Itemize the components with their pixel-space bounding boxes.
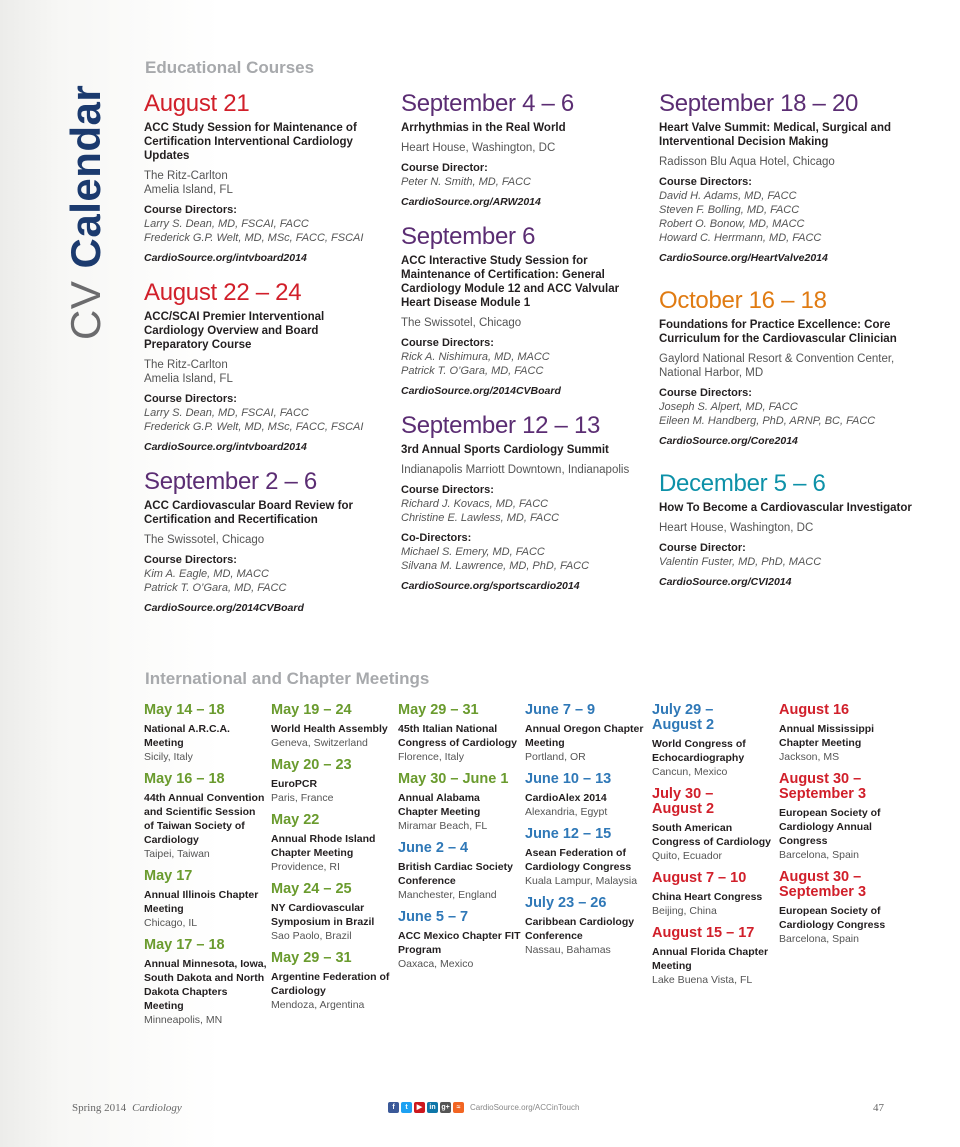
meeting-name: 44th Annual Convention and Scientific Session of Taiwan Society of Cardiology	[144, 792, 265, 846]
course-title: ACC Interactive Study Session for Maintenance of Certification: General Cardiology Module 12 and ACC Valvular Heart Disease Module 1	[401, 255, 620, 309]
course-url[interactable]: CardioSource.org/2014CVBoard	[401, 385, 561, 397]
meeting-entry	[271, 882, 395, 943]
course-entry	[659, 287, 919, 448]
meeting-date: August 15 – 17	[652, 925, 755, 941]
meeting-date: May 14 – 18	[144, 702, 225, 718]
page-number: 47	[873, 1102, 884, 1114]
meeting-date: August 7 – 10	[652, 870, 747, 886]
footer-social	[388, 1102, 579, 1113]
meeting-entry	[525, 703, 649, 764]
course-url[interactable]: CardioSource.org/HeartValve2014	[659, 252, 828, 264]
meeting-name: Caribbean Cardiology Conference	[525, 916, 635, 942]
meeting-date: July 23 – 26	[525, 895, 607, 911]
course-directors: Course Directors: Kim A. Eagle, MD, MACC Patrick T. O’Gara, MD, FACC	[144, 554, 287, 594]
meeting-date: July 29 – August 2	[652, 702, 715, 733]
meeting-date: August 16	[779, 702, 850, 718]
course-entry	[659, 470, 919, 589]
course-title: Heart Valve Summit: Medical, Surgical and Interventional Decision Making	[659, 122, 891, 148]
footer-issue	[72, 1102, 182, 1114]
course-date: August 21	[144, 90, 250, 117]
course-co-directors: Co-Directors: Michael S. Emery, MD, FACC Silvana M. Lawrence, MD, PhD, FACC	[401, 532, 590, 572]
course-url[interactable]: CardioSource.org/intvboard2014	[144, 252, 307, 264]
meeting-location: Lake Buena Vista, FL	[652, 974, 753, 986]
course-date: September 6	[401, 223, 536, 250]
meeting-location: Portland, OR	[525, 751, 586, 763]
course-directors: Course Directors: Rick A. Nishimura, MD, MACC Patrick T. O’Gara, MD, FACC	[401, 337, 550, 377]
meeting-entry	[652, 787, 776, 863]
meeting-entry	[652, 703, 776, 779]
meeting-location: Minneapolis, MN	[144, 1014, 223, 1026]
meeting-entry	[398, 910, 522, 971]
course-location: Heart House, Washington, DC	[659, 522, 814, 534]
meeting-date: June 7 – 9	[525, 702, 596, 718]
meeting-name: South American Congress of Cardiology	[652, 822, 772, 848]
course-date: August 22 – 24	[144, 279, 302, 306]
title-calendar: Calendar	[62, 84, 109, 269]
course-title: ACC Study Session for Maintenance of Certification Interventional Cardiology Updates	[144, 122, 357, 162]
course-date: September 18 – 20	[659, 90, 859, 117]
meeting-name: World Congress of Echocardiography	[652, 738, 746, 764]
meeting-name: Annual Minnesota, Iowa, South Dakota and North Dakota Chapters Meeting	[144, 958, 267, 1012]
meeting-entry	[271, 758, 395, 805]
meeting-location: Providence, RI	[271, 861, 340, 873]
meeting-location: Paris, France	[271, 792, 334, 804]
meeting-location: Miramar Beach, FL	[398, 820, 488, 832]
meeting-entry	[144, 772, 268, 861]
meeting-location: Geneva, Switzerland	[271, 737, 368, 749]
meeting-location: Beijing, China	[652, 905, 717, 917]
meeting-date: May 22	[271, 812, 320, 828]
course-url[interactable]: CardioSource.org/sportscardio2014	[401, 580, 580, 592]
linkedin-icon[interactable]: in	[427, 1102, 438, 1113]
meeting-entry	[652, 926, 776, 987]
meeting-entry	[525, 827, 649, 888]
rss-icon[interactable]: ≈	[453, 1102, 464, 1113]
meeting-entry	[525, 896, 649, 957]
meeting-date: May 17	[144, 868, 193, 884]
meeting-name: National A.R.C.A. Meeting	[144, 723, 230, 749]
meeting-location: Florence, Italy	[398, 751, 464, 763]
meeting-entry	[525, 772, 649, 819]
course-date: September 4 – 6	[401, 90, 574, 117]
meeting-date: August 30 – September 3	[779, 869, 867, 900]
meeting-entry	[271, 951, 395, 1012]
meeting-name: EuroPCR	[271, 778, 318, 790]
meetings-column-5	[652, 703, 776, 995]
course-title: ACC Cardiovascular Board Review for Certification and Recertification	[144, 500, 353, 526]
course-url[interactable]: CardioSource.org/ARW2014	[401, 196, 541, 208]
meeting-date: July 30 – August 2	[652, 786, 715, 817]
edu-column-1	[144, 90, 384, 629]
course-location: The Swissotel, Chicago	[144, 534, 265, 546]
meeting-location: Cancun, Mexico	[652, 766, 728, 778]
course-location: Radisson Blu Aqua Hotel, Chicago	[659, 156, 835, 168]
course-url[interactable]: CardioSource.org/CVI2014	[659, 576, 792, 588]
meeting-date: May 20 – 23	[271, 757, 352, 773]
meeting-date: June 2 – 4	[398, 840, 469, 856]
youtube-icon[interactable]: ▶	[414, 1102, 425, 1113]
course-entry	[144, 279, 384, 454]
meeting-location: Oaxaca, Mexico	[398, 958, 474, 970]
meeting-location: Quito, Ecuador	[652, 850, 723, 862]
meeting-name: World Health Assembly	[271, 723, 388, 735]
course-location: The Ritz-Carlton Amelia Island, FL	[144, 359, 233, 385]
meeting-date: May 30 – June 1	[398, 771, 509, 787]
meeting-location: Manchester, England	[398, 889, 497, 901]
course-date: September 12 – 13	[401, 412, 601, 439]
meeting-entry	[398, 841, 522, 902]
meeting-name: China Heart Congress	[652, 891, 763, 903]
meeting-date: June 12 – 15	[525, 826, 612, 842]
course-title: Foundations for Practice Excellence: Core Curriculum for the Cardiovascular Clinician	[659, 319, 897, 345]
meeting-entry	[398, 703, 522, 764]
course-directors: Course Directors: Joseph S. Alpert, MD, FACC Eileen M. Handberg, PhD, ARNP, BC, FACC	[659, 387, 876, 427]
meeting-name: Annual Florida Chapter Meeting	[652, 946, 769, 972]
meeting-name: European Society of Cardiology Annual Congress	[779, 807, 881, 847]
meeting-location: Nassau, Bahamas	[525, 944, 611, 956]
course-entry	[659, 90, 919, 265]
meeting-entry	[271, 703, 395, 750]
edu-column-2	[401, 90, 646, 607]
facebook-icon[interactable]: f	[388, 1102, 399, 1113]
meeting-date: June 5 – 7	[398, 909, 469, 925]
course-directors: Course Directors: David H. Adams, MD, FACC Steven F. Bolling, MD, FACC Robert O. Bonow, MD, MACC Howard C. Herrmann, MD, FACC	[659, 176, 822, 244]
meetings-column-4	[525, 703, 649, 965]
meeting-name: CardioAlex 2014	[525, 792, 607, 804]
course-directors: Course Directors: Richard J. Kovacs, MD, FACC Christine E. Lawless, MD, FACC	[401, 484, 560, 524]
meeting-entry	[779, 772, 909, 862]
meeting-location: Barcelona, Spain	[779, 933, 859, 945]
meeting-location: Chicago, IL	[144, 917, 198, 929]
meeting-date: August 30 – September 3	[779, 771, 867, 802]
course-entry	[144, 90, 384, 265]
course-directors: Course Directors: Larry S. Dean, MD, FSCAI, FACC Frederick G.P. Welt, MD, MSc, FACC, FSCAI	[144, 204, 364, 244]
course-url[interactable]: CardioSource.org/2014CVBoard	[144, 602, 304, 614]
meeting-name: European Society of Cardiology Congress	[779, 905, 886, 931]
meetings-column-6	[779, 703, 909, 954]
meeting-entry	[144, 703, 268, 764]
course-location: The Swissotel, Chicago	[401, 317, 522, 329]
international-heading: International and Chapter Meetings	[145, 669, 430, 688]
course-date: September 2 – 6	[144, 468, 317, 495]
meeting-name: British Cardiac Society Conference	[398, 861, 513, 887]
meeting-entry	[779, 870, 909, 946]
course-title: 3rd Annual Sports Cardiology Summit	[401, 444, 609, 456]
meeting-entry	[779, 703, 909, 764]
meeting-location: Jackson, MS	[779, 751, 840, 763]
meeting-name: NY Cardiovascular Symposium in Brazil	[271, 902, 375, 928]
meetings-column-2	[271, 703, 395, 1020]
meeting-name: 45th Italian National Congress of Cardiology	[398, 723, 518, 749]
course-entry	[401, 412, 646, 593]
meeting-location: Kuala Lampur, Malaysia	[525, 875, 638, 887]
course-entry	[401, 223, 646, 398]
meetings-column-3	[398, 703, 522, 979]
meeting-entry	[271, 813, 395, 874]
meeting-entry	[144, 869, 268, 930]
course-directors: Course Directors: Larry S. Dean, MD, FSCAI, FACC Frederick G.P. Welt, MD, MSc, FACC, FSCAI	[144, 393, 364, 433]
meeting-name: Annual Alabama Chapter Meeting	[398, 792, 481, 818]
meeting-location: Alexandria, Egypt	[525, 806, 608, 818]
course-location: Heart House, Washington, DC	[401, 142, 556, 154]
google-plus-icon[interactable]: g+	[441, 1104, 450, 1111]
meeting-name: Annual Illinois Chapter Meeting	[144, 889, 259, 915]
meeting-date: May 24 – 25	[271, 881, 352, 897]
meeting-date: May 29 – 31	[271, 950, 352, 966]
vertical-title	[56, 70, 116, 340]
course-title: ACC/SCAI Premier Interventional Cardiology Overview and Board Preparatory Course	[144, 311, 325, 351]
footer-magazine: Cardiology	[132, 1102, 182, 1114]
meeting-location: Barcelona, Spain	[779, 849, 859, 861]
course-date: October 16 – 18	[659, 287, 827, 314]
meeting-name: Annual Rhode Island Chapter Meeting	[271, 833, 376, 859]
footer-url[interactable]: CardioSource.org/ACCinTouch	[470, 1103, 580, 1112]
meeting-location: Mendoza, Argentina	[271, 999, 365, 1011]
meeting-location: Sicily, Italy	[144, 751, 193, 763]
meeting-name: Argentine Federation of Cardiology	[271, 971, 390, 997]
meeting-date: June 10 – 13	[525, 771, 612, 787]
course-entry	[401, 90, 646, 209]
course-url[interactable]: CardioSource.org/intvboard2014	[144, 441, 307, 453]
meeting-location: Taipei, Taiwan	[144, 848, 210, 860]
course-entry	[144, 468, 384, 615]
meeting-date: May 17 – 18	[144, 937, 225, 953]
course-location: Indianapolis Marriott Downtown, Indianapolis	[401, 464, 630, 476]
meeting-name: Annual Oregon Chapter Meeting	[525, 723, 644, 749]
title-cv: CV	[62, 280, 109, 340]
meeting-entry	[144, 938, 268, 1027]
course-location: The Ritz-Carlton Amelia Island, FL	[144, 170, 233, 196]
twitter-icon[interactable]: t	[401, 1102, 412, 1113]
course-directors: Course Director: Valentin Fuster, MD, PhD, MACC	[659, 542, 822, 568]
meetings-column-1	[144, 703, 268, 1035]
course-directors: Course Director: Peter N. Smith, MD, FACC	[401, 162, 531, 188]
course-url[interactable]: CardioSource.org/Core2014	[659, 435, 798, 447]
edu-column-3	[659, 90, 919, 603]
meeting-date: May 29 – 31	[398, 702, 479, 718]
footer-season: Spring 2014	[72, 1102, 127, 1114]
course-title: How To Become a Cardiovascular Investigator	[659, 502, 912, 514]
course-date: December 5 – 6	[659, 470, 826, 497]
meeting-name: Annual Mississippi Chapter Meeting	[779, 723, 875, 749]
meeting-name: ACC Mexico Chapter FIT Program	[398, 930, 521, 956]
educational-heading: Educational Courses	[145, 58, 315, 77]
meeting-name: Asean Federation of Cardiology Congress	[525, 847, 632, 873]
course-title: Arrhythmias in the Real World	[401, 122, 566, 134]
meeting-date: May 19 – 24	[271, 702, 352, 718]
meeting-date: May 16 – 18	[144, 771, 225, 787]
course-location: Gaylord National Resort & Convention Center, National Harbor, MD	[659, 353, 895, 379]
meeting-location: Sao Paolo, Brazil	[271, 930, 352, 942]
meeting-entry	[398, 772, 522, 833]
meeting-entry	[652, 871, 776, 918]
